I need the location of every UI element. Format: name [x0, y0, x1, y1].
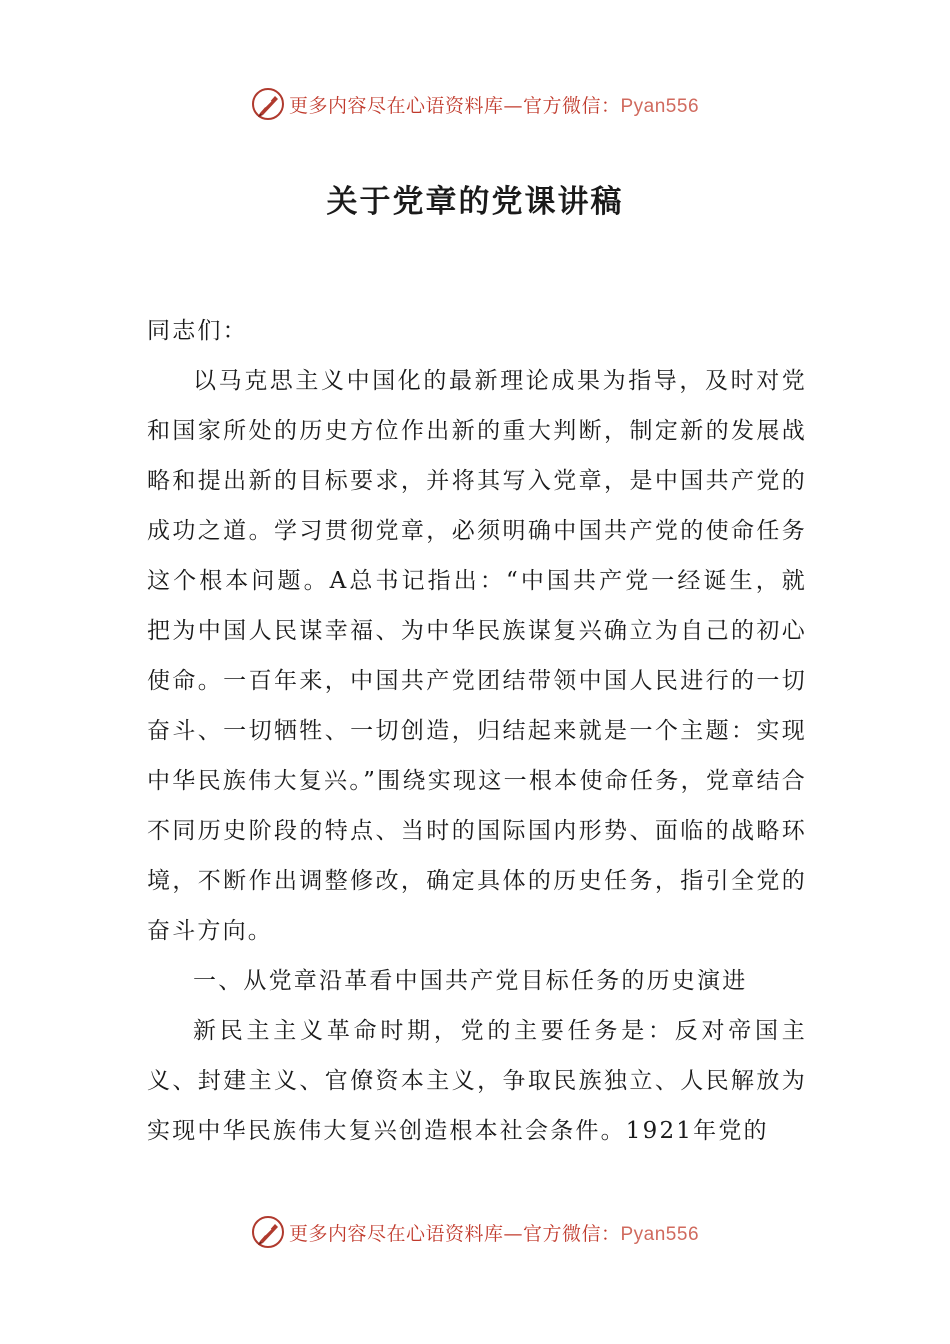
document-title: 关于党章的党课讲稿 [326, 184, 624, 220]
banner-text [289, 1219, 699, 1246]
banner-wechat-label: 官方微信： [522, 94, 621, 117]
header-banner [0, 84, 950, 124]
banner-dash: — [503, 94, 523, 117]
banner-wechat-label: 官方微信： [522, 1222, 621, 1245]
banner-main-text: 更多内容尽在心语资料库 [288, 1222, 504, 1245]
banner-dash: — [503, 1222, 523, 1245]
document-body [147, 306, 807, 1156]
banner-wechat-id: Pyan556 [620, 95, 700, 117]
section-heading: 一、从党章沿革看中国共产党目标任务的历史演进 [193, 968, 748, 994]
banner-main-text: 更多内容尽在心语资料库 [288, 94, 504, 117]
body-paragraph: 以马克思主义中国化的最新理论成果为指导，及时对党和国家所处的历史方位作出新的重大判断，制定新的发展战略和提出新的目标要求，并将其写入党章，是中国共产党的成功之道。学习贯彻党章，必须明确中国共产党的使命任务这个根本问题。A总书记指出：“中国共产党一经诞生，就把为中国人民谋幸福、为中华民族谋复兴确立为自己的初心使命。一百年来，中国共产党团结带领中国人民进行的一切奋斗、一切牺牲、一切创造，归结起来就是一个主题：实现中华民族伟大复兴。”围绕实现这一根本使命任务，党章结合不同历史阶段的特点、当时的国际国内形势、面临的战略环境，不断作出调整修改，确定具体的历史任务，指引全党的奋斗方向。 [147, 368, 807, 944]
quill-pen-logo-icon [251, 87, 285, 121]
footer-banner [0, 1212, 950, 1252]
quill-pen-logo-icon [251, 1215, 285, 1249]
banner-wechat-id: Pyan556 [620, 1223, 700, 1245]
salutation: 同志们： [147, 318, 248, 344]
banner-text [289, 91, 699, 118]
body-paragraph: 新民主主义革命时期，党的主要任务是：反对帝国主义、封建主义、官僚资本主义，争取民族独立、人民解放为实现中华民族伟大复兴创造根本社会条件。1921年党的 [147, 1018, 807, 1144]
